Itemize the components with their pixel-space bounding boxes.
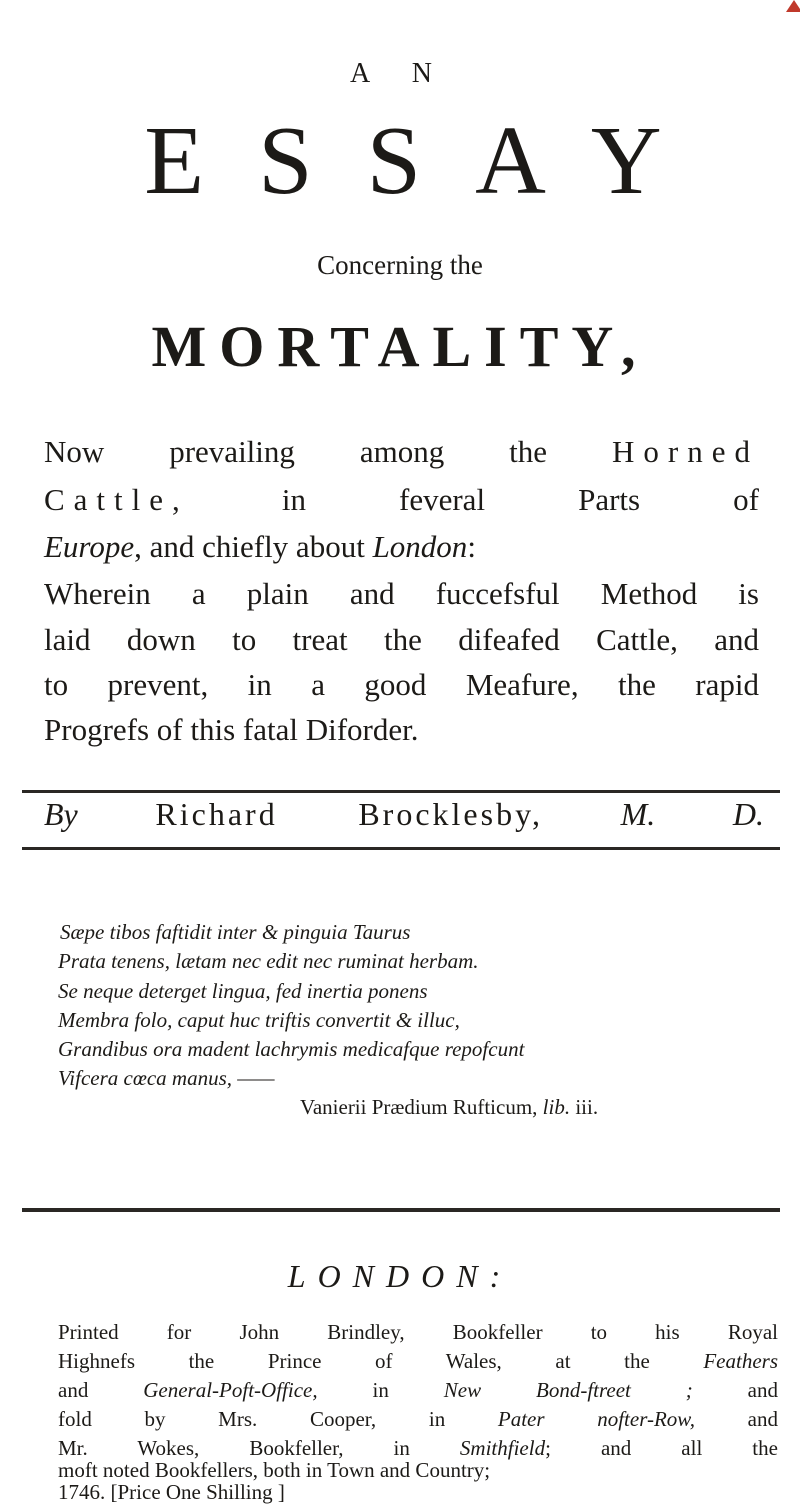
title-concerning: Concerning the — [317, 250, 483, 280]
imprint-line-6: moft noted Bookfellers, both in Town and Country; — [58, 1458, 491, 1482]
imprint-line-3: and General-Poft-Office, in New Bond-ftreet ; and — [58, 1378, 778, 1402]
divider-author — [22, 847, 780, 850]
imprint-line-7: 1746. [Price One Shilling ] — [58, 1480, 285, 1504]
subtitle-line-3: Europe, and chiefly about London: — [44, 529, 476, 564]
divider-top — [22, 790, 780, 793]
divider-bottom — [22, 1208, 780, 1212]
title-mortality: MORTALITY, — [151, 314, 649, 379]
imprint-line-5: Mr. Wokes, Bookfeller, in Smithfield; and all the — [58, 1436, 778, 1460]
subtitle-line-2: Cattle, in feveral Parts of — [44, 482, 759, 517]
epigraph-line-1: Sæpe tibos faftidit inter & pinguia Taurus — [60, 920, 411, 944]
subtitle-line-5: laid down to treat the difeafed Cattle, and — [44, 622, 759, 657]
imprint-line-2: Highnefs the Prince of Wales, at the Feathers — [58, 1349, 778, 1373]
subtitle-line-6: to prevent, in a good Meafure, the rapid — [44, 667, 759, 702]
epigraph-line-4: Membra folo, caput huc triftis convertit & illuc, — [58, 1008, 460, 1032]
imprint-line-1: Printed for John Brindley, Bookfeller to his Royal — [58, 1320, 778, 1344]
imprint-place: LONDON: — [287, 1258, 513, 1294]
epigraph-line-3: Se neque deterget lingua, fed inertia ponens — [58, 979, 428, 1003]
epigraph-source: Vanierii Prædium Rufticum, lib. iii. — [300, 1095, 599, 1119]
subtitle-line-1: Now prevailing among the Horned — [44, 434, 759, 469]
epigraph-line-2: Prata tenens, lætam nec edit nec ruminat herbam. — [58, 949, 479, 973]
title-essay: ESSAY — [144, 107, 716, 215]
epigraph-line-5: Grandibus ora madent lachrymis medicafque repofcunt — [58, 1037, 525, 1061]
epigraph-line-6: Vifcera cœca manus, —— — [58, 1066, 275, 1090]
corner-mark — [786, 0, 800, 12]
author-line: By Richard Brocklesby, M. D. — [44, 796, 765, 832]
imprint-line-4: fold by Mrs. Cooper, in Pater nofter-Row, and — [58, 1407, 778, 1431]
title-article: A N — [350, 58, 450, 89]
subtitle-line-4: Wherein a plain and fuccefsful Method is — [44, 576, 759, 611]
subtitle-line-7: Progrefs of this fatal Diforder. — [44, 712, 419, 747]
